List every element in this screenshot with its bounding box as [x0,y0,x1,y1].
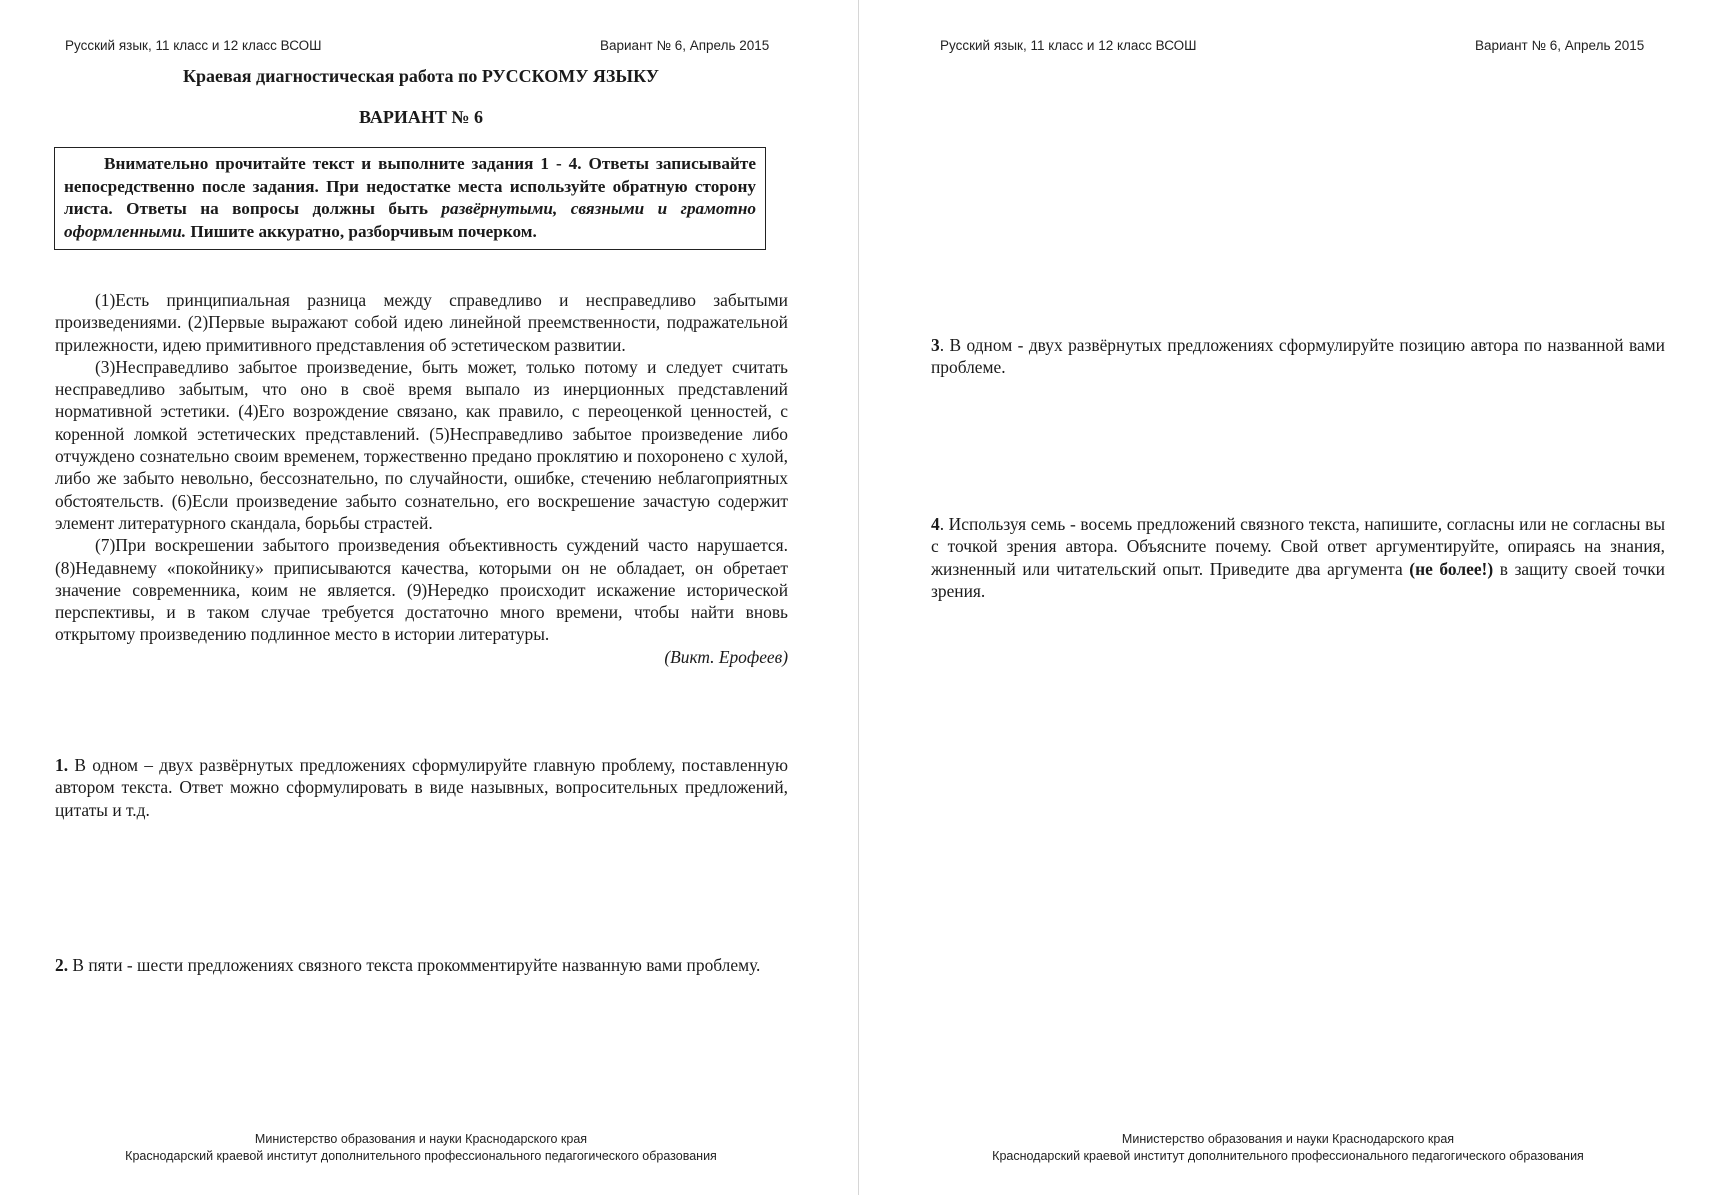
page-right [860,0,1716,1195]
reading-text [55,289,788,668]
header-right-text: Вариант № 6, Апрель 2015 [600,38,770,53]
task-4-tail: в защиту своей точки зрения. [931,558,1665,601]
text-paragraph-2: (3)Несправедливо забытое произведение, быть может, только потому и следует считать несправедливо забытым, что оно в своё время выпало из инерционных представлений нормативной эстетики. (4)Его возрождение связано, как правило, с переоценкой ценностей, с коренной ломкой эстетических представлений. (5)Несправедливо забытое произведение либо отчуждено сознательно своим временем, торжественно предано проклятию и похоронено с хулой, либо же забыто невольно, бессознательно, по случайности, ошибке, стечению неблагоприятных обстоятельств. (6)Если произведение забыто сознательно, его воскрешение зачастую содержит элемент литературного скандала, борьбы страстей. [55,356,788,533]
task-3-number: 3 [931,335,940,355]
task-2 [55,954,788,976]
page-divider [858,0,859,1195]
footer-line-1-right-page: Министерство образования и науки Краснодарского края [1121,1132,1455,1146]
task-1 [55,754,788,821]
instructions-tail: Пишите аккуратно, разборчивым почерком. [190,221,537,241]
task-1-text: В одном – двух развёрнутых предложениях сформулируйте главную проблему, поставленную автором текста. Ответ можно сформулировать в виде назывных, вопросительных предложений, цитаты и т.д. [55,755,788,820]
header-left-text-right-page: Русский язык, 11 класс и 12 класс ВСОШ [940,38,1197,53]
header-left-text: Русский язык, 11 класс и 12 класс ВСОШ [65,38,322,53]
task-4-emphasis: (не более!) [1409,558,1494,579]
footer-line-2: Краснодарский краевой институт дополнительного профессионального педагогического образования [125,1149,717,1163]
task-4-number: 4 [931,514,940,534]
task-3 [931,334,1665,379]
footer-line-1: Министерство образования и науки Краснодарского края [254,1132,588,1146]
text-paragraph-1: (1)Есть принципиальная разница между справедливо и несправедливо забытыми произведениями. (2)Первые выражают собой идею линейной преемственности, подражательной прилежности, идею примитивного представления об эстетическом развитии. [55,290,788,355]
instructions-text: Внимательно прочитайте текст и выполните задания 1 - 4. Ответы записывайте непосредственно после задания. При недостатке места используйте обратную сторону листа. Ответы на вопросы должны быть [64,154,756,218]
task-4-text: . Используя семь - восемь предложений связного текста, напишите, согласны или не согласны вы с точкой зрения автора. Объясните почему. Свой ответ аргументируйте, опираясь на знания, жизненный или читательский опыт. Приведите два аргумента [931,514,1665,579]
instructions-box [54,147,766,250]
task-2-text: В пяти - шести предложениях связного текста прокомментируйте названную вами проблему. [72,955,761,975]
task-2-number: 2. [55,955,69,975]
header-right-text-right-page: Вариант № 6, Апрель 2015 [1475,38,1645,53]
task-3-text: . В одном - двух развёрнутых предложениях сформулируйте позицию автора по названной вами проблеме. [931,335,1665,378]
variant-title: ВАРИАНТ № 6 [359,107,483,127]
document-title: Краевая диагностическая работа по РУССКОМУ ЯЗЫКУ [182,66,660,86]
text-author: (Викт. Ерофеев) [664,646,788,667]
task-4 [931,513,1665,602]
instructions-italic: развёрнутыми, связными и грамотно оформленными. [64,199,757,241]
text-paragraph-3: (7)При воскрешении забытого произведения объективность суждений часто нарушается. (8)Недавнему «покойнику» приписываются качества, которыми он не обладает, он обретает значение современника, коим не является. (9)Нередко происходит искажение исторической перспективы, и в таком случае требуется достаточно много времени, чтобы найти вновь открытому произведению подлинное место в истории литературы. [55,535,788,645]
footer-line-2-right-page: Краснодарский краевой институт дополнительного профессионального педагогического образования [992,1149,1584,1163]
task-1-number: 1. [55,755,69,775]
